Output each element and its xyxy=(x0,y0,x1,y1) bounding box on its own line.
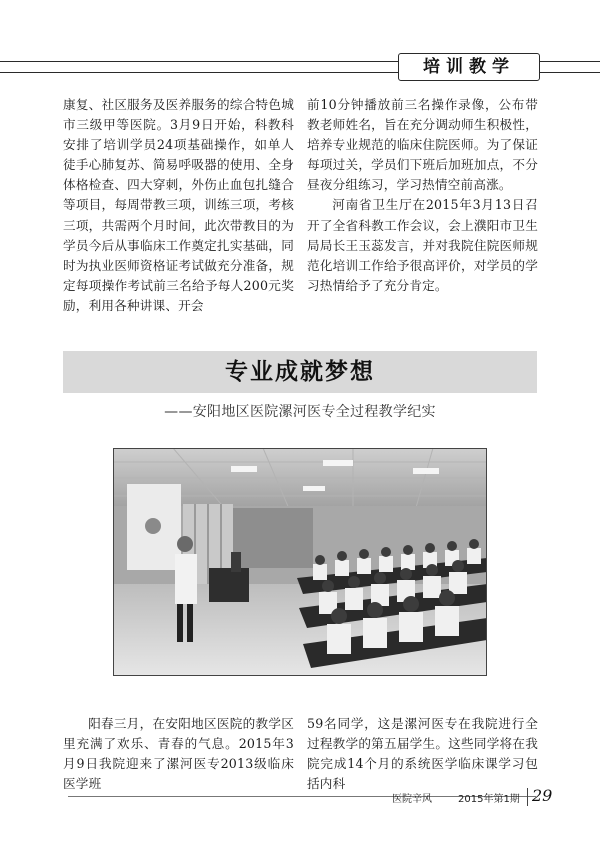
article-title-band xyxy=(63,351,537,393)
magazine-name: 医院辛风 xyxy=(392,794,432,805)
page-number: 29 xyxy=(532,786,553,805)
bottom-right-paragraph: 59名同学，这是漯河医专在我院进行全过程教学的第五届学生。这些同学将在我院完成14个月的系统医学临床课学习包括内科 xyxy=(307,716,538,792)
top-right-paragraph-2: 河南省卫生厅在2015年3月13日召开了全省科教工作会议，会上濮阳市卫生局局长王玉蕊发言，并对我院住院医师规范化培训工作给予很高评价，对学员的学习热情给予了充分肯定。 xyxy=(307,197,538,293)
footer-divider xyxy=(527,788,528,806)
bottom-left-paragraph: 阳春三月，在安阳地区医院的教学区里充满了欢乐、青春的气息。2015年3月9日我院迎来了漯河医专2013级临床医学班 xyxy=(63,716,294,792)
lecture-hall-photo xyxy=(113,448,487,676)
article-subtitle: ——安阳地区医院漯河医专全过程教学纪实 xyxy=(164,404,436,420)
bottom-right-column xyxy=(307,714,538,794)
top-right-paragraph-1: 前10分钟播放前三名操作录像，公布带教老师姓名，旨在充分调动师生积极性，培养专业规范的临床住院医师。为了保证每项过关，学员们下班后加班加点，不分昼夜分组练习，学习热情空前高涨。 xyxy=(307,97,538,193)
article-title: 专业成就梦想 xyxy=(225,359,375,385)
top-right-column xyxy=(307,95,538,296)
section-label: 培训教学 xyxy=(398,53,540,81)
issue-label: 2015年第1期 xyxy=(458,794,520,805)
bottom-left-column xyxy=(63,714,294,794)
top-left-column xyxy=(63,95,294,316)
top-left-paragraph: 康复、社区服务及医养服务的综合特色城市三级甲等医院。3月9日开始，科教科安排了培训学员24项基础操作，如单人徒手心肺复苏、简易呼吸器的使用、全身体格检查、四大穿刺，外伤止血包扎缝合等项目，每周带教三项，训练三项，考核三项，共需两个月时间，此次带教目的为学员今后从事临床工作奠定扎实基础，同时为执业医师资格证考试做充分准备，规定每项操作考试前三名给予每人200元奖励，利用各种讲课、开会 xyxy=(63,97,294,313)
